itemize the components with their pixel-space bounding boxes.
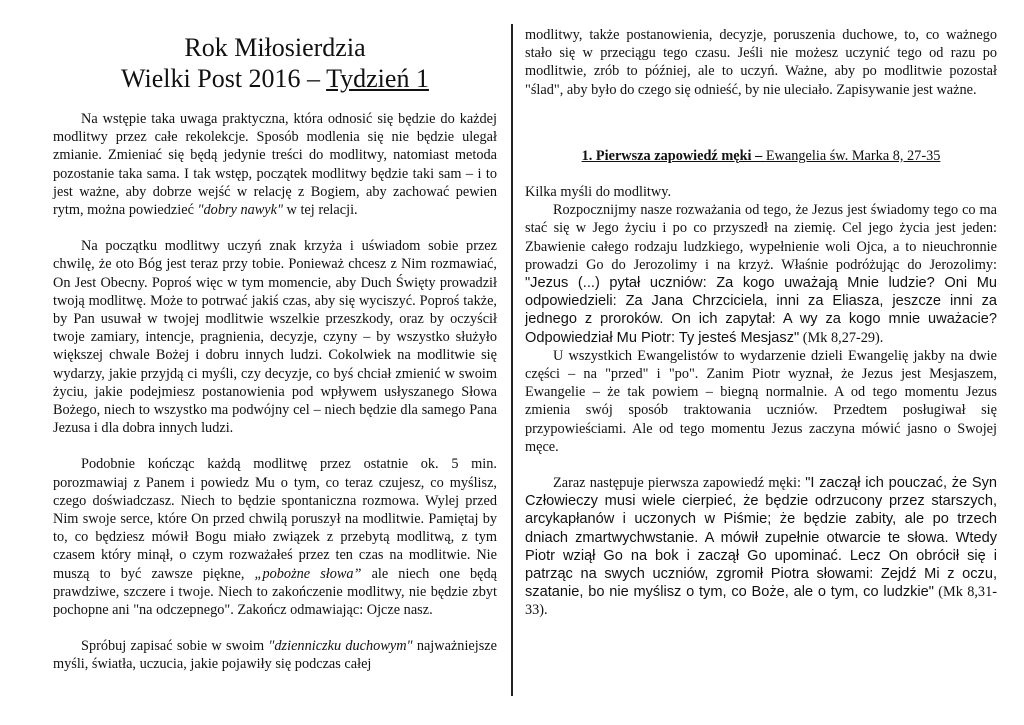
column-divider xyxy=(511,24,513,696)
paragraph-end-prayer xyxy=(53,455,497,619)
text-run: najważniejsze myśli, światła, uczucia, jakie pojawiły się podczas całej xyxy=(53,638,497,673)
scripture-ref: (Mk 8,31-33). xyxy=(525,584,997,619)
scripture-quote: "Jezus (...) pytał uczniów: Za kogo uważają Mnie ludzie? Oni Mu odpowiedzieli: Za Jana Chrzciciela, inni za Eliasza, jeszcze inni za jednego z proroków. On ich zapytał: A wy za kogo mnie uważacie? Odpowiedział Mu Piotr: Ty jesteś Mesjasz" xyxy=(525,275,997,346)
paragraph-start-prayer: Na początku modlitwy uczyń znak krzyża i uświadom sobie przez chwilę, że oto Bóg jest teraz przy tobie. Ponieważ chcesz z Nim rozmawiać, On Jest Obecny. Poproś więc w tym momencie, aby Duch Święty prowadził twoją modlitwę. Może to potrwać jakiś czas, aby się wyciszyć. Poproś także, by Pan usuwał w twojej modlitwie wszelkie przeszkody, oraz by oczyścił twoje zamiary, intencje, pragnienia, decyzje, czyny – by wszystko służyło większej chwale Bożej i dobru innych ludzi. Cokolwiek na modlitwie się wydarzy, jakie przyjdą ci myśli, czy decyzje, co byś chciał zmienić w swoim życiu, jakie podejmiesz postanowienia pod wpływem usłyszanego Słowa Bożego, niech to wszystko ma podwójny cel – niech będzie dla samego Pana Jezusa i dla dobra innych ludzi. xyxy=(53,238,497,437)
text-run: Zaraz następuje pierwsza zapowiedź męki: xyxy=(553,475,806,492)
text-run: Spróbuj zapisać sobie w swoim xyxy=(81,638,269,655)
text-run: ale niech one będą prawdziwe, szczere i twoje. Niech to zakończenie modlitwy, nie będzie zbyt pochopne ani "na odczepnego". Zakończ odmawiając: Ojcze nasz. xyxy=(53,565,497,619)
paragraph-journal xyxy=(53,637,497,673)
text-run: Na wstępie taka uwaga praktyczna, która odnosić się będzie do każdej modlitwy przez całe rekolekcje. Sposób modlenia się nie będzie ulegał zmianie. Zmieniać się będą jedynie treści do modlitwy, natomiast metoda pozostanie taka sama. I tak wstęp, początek modlitwy będzie taki sam – i to jest ważne, aby dobrze wejść w relację z Bogiem, aby zachować pewien rytm, można powiedzieć xyxy=(53,111,497,219)
paragraph-continuation: modlitwy, także postanowienia, decyzje, poruszenia duchowe, to, co ważnego stało się w przeciągu tego czasu. Jeśli nie możesz uczynić tego od razu po modlitwie, zrób to później, ale to uczyń. Ważne, aby po modlitwie pozostał "ślad", aby było do czego się odnieść, by nie uleciało. Zapisywanie jest ważne. xyxy=(525,27,997,98)
title-prefix: Wielki Post 2016 – xyxy=(121,64,327,93)
paragraph-intro xyxy=(53,110,497,219)
title-week: Tydzień 1 xyxy=(326,64,429,93)
scripture-quote: "I zaczął ich pouczać, że Syn Człowieczy musi wiele cierpieć, że będzie odrzucony przez starszych, arcykapłanów i uczonych w Piśmie; że będzie zabity, ale po trzech dniach zmartwychwstanie. A mówił zupełnie otwarcie te słowa. Wtedy Piotr wziął Go na bok i zaczął Go upominać. Lecz On obrócił się i patrząc na swych uczniów, zgromił Piotra słowami: Zejdź Mi z oczu, szatanie, bo nie myślisz o tym, co Boże, ale o tym, co ludzkie" xyxy=(525,475,997,601)
title-line-1: Rok Miłosierdzia xyxy=(184,33,366,62)
italic-run: „pobożne słowa” xyxy=(254,565,362,582)
scripture-ref: (Mk 8,27-29). xyxy=(799,329,884,346)
page-title xyxy=(53,32,497,94)
italic-run: "dzienniczku duchowym" xyxy=(268,638,413,655)
paragraph-first-announcement xyxy=(525,474,997,620)
text-run: Rozpocznijmy nasze rozważania od tego, że Jezus jest świadomy tego co ma stać się w Jego życiu i po co przyszedł na ziemię. Cel jego życia jest jeden: Zbawienie całego rodzaju ludzkiego, wypełnienie woli Ojca, a to nieuchronnie prowadzi Go do Jerozolimy i na krzyż. Właśnie podróżując do Jerozolimy: xyxy=(525,202,997,273)
right-column xyxy=(525,26,997,620)
left-column xyxy=(53,26,497,674)
section-title: 1. Pierwsza zapowiedź męki – xyxy=(581,147,766,164)
paragraph-evangelists: U wszystkich Ewangelistów to wydarzenie dzieli Ewangelię jakby na dwie części – na "przed" i "po". Zanim Piotr wyznał, że Jezus jest Mesjaszem, Ewangelie – że tak powiem – biegną normalnie. A od tego momentu Jezus zmienia swój sposób traktowania uczniów. Przedtem posługiwał się przypowieściami. Ale od tego momentu Jezus zaczyna mówić jasno o Swojej męce. xyxy=(525,347,997,455)
paragraph-intro-thoughts: Kilka myśli do modlitwy. xyxy=(525,184,672,201)
text-run: Podobnie kończąc każdą modlitwę przez ostatnie ok. 5 min. porozmawiaj z Panem i powiedz Mu o tym, co teraz czujesz, co myślisz, czego doświadczasz. Niech to będzie spontaniczna rozmowa. Wylej przed Nim swoje serce, które On przed chwilą poruszył na modlitwie. Pamiętaj by to, co będziesz mówił Bogu miało związek z przebytą modlitwą, z tym czasem który minął, o czym rozważałeś przez ten czas na modlitwie. Nie muszą to być zawsze piękne, xyxy=(53,456,497,582)
section-reference: Ewangelia św. Marka 8, 27-35 xyxy=(765,147,941,164)
title-line-2 xyxy=(53,63,497,94)
section-heading xyxy=(525,147,997,165)
italic-run: "dobry nawyk" xyxy=(197,202,283,219)
text-run: w tej relacji. xyxy=(282,202,358,219)
paragraph-reflection xyxy=(525,201,997,347)
